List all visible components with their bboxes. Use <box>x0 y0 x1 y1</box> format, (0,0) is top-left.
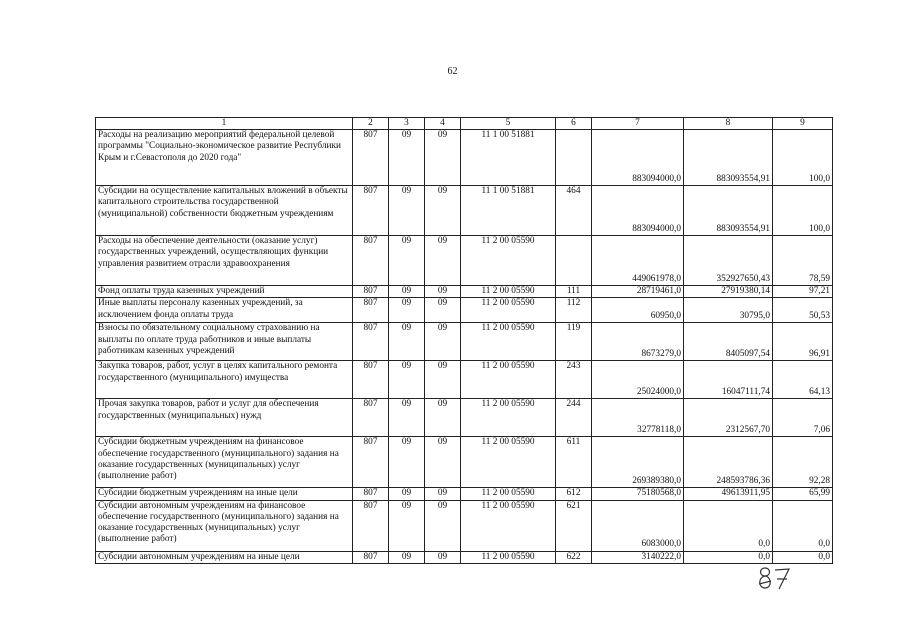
budget-table <box>95 117 833 564</box>
code-cell: 621 <box>556 500 592 551</box>
code-cell: 807 <box>353 551 389 563</box>
amount-cell: 352927650,43 <box>684 236 773 286</box>
code-cell: 807 <box>353 361 389 399</box>
code-cell: 09 <box>425 500 461 551</box>
code-cell: 09 <box>389 500 425 551</box>
code-cell: 09 <box>389 437 425 488</box>
amount-cell: 49613911,95 <box>684 488 773 500</box>
table-row <box>96 286 833 298</box>
percent-cell: 100,0 <box>773 186 833 236</box>
header-cell: 2 <box>353 118 389 130</box>
table-row <box>96 130 833 186</box>
code-cell: 243 <box>556 361 592 399</box>
amount-cell: 16047111,74 <box>684 361 773 399</box>
code-cell: 11 1 00 51881 <box>461 186 556 236</box>
code-cell: 807 <box>353 130 389 186</box>
percent-cell: 92,28 <box>773 437 833 488</box>
row-name-cell: Закупка товаров, работ, услуг в целях капитального ремонта государственного (муниципального) имущества <box>96 361 353 399</box>
code-cell: 611 <box>556 437 592 488</box>
row-name-cell: Субсидии бюджетным учреждениям на иные цели <box>96 488 353 500</box>
percent-cell: 7,06 <box>773 399 833 437</box>
row-name-cell: Субсидии автономным учреждениям на финансовое обеспечение государственного (муниципального) задания на оказание государственных (муниципальных) услуг (выполнение работ) <box>96 500 353 551</box>
table-row <box>96 323 833 361</box>
header-cell: 6 <box>556 118 592 130</box>
code-cell: 09 <box>389 130 425 186</box>
amount-cell: 32778118,0 <box>592 399 684 437</box>
code-cell: 464 <box>556 186 592 236</box>
code-cell: 09 <box>425 286 461 298</box>
code-cell: 11 2 00 05590 <box>461 323 556 361</box>
code-cell: 11 2 00 05590 <box>461 361 556 399</box>
code-cell: 09 <box>425 323 461 361</box>
handwritten-page-mark <box>757 565 797 591</box>
code-cell: 09 <box>425 186 461 236</box>
code-cell: 09 <box>389 236 425 286</box>
code-cell: 807 <box>353 298 389 323</box>
code-cell: 11 1 00 51881 <box>461 130 556 186</box>
header-cell: 5 <box>461 118 556 130</box>
code-cell: 807 <box>353 437 389 488</box>
header-cell: 1 <box>96 118 353 130</box>
code-cell: 11 2 00 05590 <box>461 298 556 323</box>
code-cell: 119 <box>556 323 592 361</box>
code-cell: 09 <box>425 437 461 488</box>
code-cell: 807 <box>353 399 389 437</box>
code-cell: 11 2 00 05590 <box>461 286 556 298</box>
amount-cell: 883093554,91 <box>684 130 773 186</box>
code-cell: 11 2 00 05590 <box>461 437 556 488</box>
amount-cell: 28719461,0 <box>592 286 684 298</box>
amount-cell: 8673279,0 <box>592 323 684 361</box>
percent-cell: 64,13 <box>773 361 833 399</box>
header-cell: 7 <box>592 118 684 130</box>
percent-cell: 50,53 <box>773 298 833 323</box>
header-cell: 8 <box>684 118 773 130</box>
table-row <box>96 236 833 286</box>
code-cell: 09 <box>389 361 425 399</box>
code-cell: 09 <box>389 323 425 361</box>
code-cell: 807 <box>353 186 389 236</box>
table-header-row <box>96 118 833 130</box>
code-cell: 622 <box>556 551 592 563</box>
code-cell: 09 <box>389 186 425 236</box>
table-row <box>96 488 833 500</box>
row-name-cell: Расходы на реализацию мероприятий федеральной целевой программы "Социально-экономическое развитие Республики Крым и г.Севастополя до 2020 года" <box>96 130 353 186</box>
percent-cell: 97,21 <box>773 286 833 298</box>
code-cell: 09 <box>425 236 461 286</box>
header-cell: 9 <box>773 118 833 130</box>
amount-cell: 883094000,0 <box>592 130 684 186</box>
row-name-cell: Прочая закупка товаров, работ и услуг для обеспечения государственных (муниципальных) нужд <box>96 399 353 437</box>
percent-cell: 78,59 <box>773 236 833 286</box>
code-cell: 111 <box>556 286 592 298</box>
code-cell: 09 <box>389 399 425 437</box>
code-cell: 11 2 00 05590 <box>461 500 556 551</box>
row-name-cell: Субсидии бюджетным учреждениям на финансовое обеспечение государственного (муниципального) задания на оказание государственных (муниципальных) услуг (выполнение работ) <box>96 437 353 488</box>
code-cell <box>556 236 592 286</box>
table-row <box>96 298 833 323</box>
code-cell: 807 <box>353 488 389 500</box>
code-cell: 807 <box>353 323 389 361</box>
row-name-cell: Субсидии на осуществление капитальных вложений в объекты капитального строительства государственной (муниципальной) собственности бюджетным учреждениям <box>96 186 353 236</box>
code-cell: 244 <box>556 399 592 437</box>
code-cell: 09 <box>425 488 461 500</box>
row-name-cell: Субсидии автономным учреждениям на иные цели <box>96 551 353 563</box>
code-cell: 11 2 00 05590 <box>461 488 556 500</box>
code-cell: 11 2 00 05590 <box>461 399 556 437</box>
amount-cell: 27919380,14 <box>684 286 773 298</box>
code-cell <box>556 130 592 186</box>
code-cell: 11 2 00 05590 <box>461 236 556 286</box>
code-cell: 807 <box>353 236 389 286</box>
amount-cell: 269389380,0 <box>592 437 684 488</box>
amount-cell: 6083000,0 <box>592 500 684 551</box>
table-row <box>96 399 833 437</box>
page-number: 62 <box>447 66 458 77</box>
amount-cell: 0,0 <box>684 500 773 551</box>
percent-cell: 0,0 <box>773 500 833 551</box>
table-row <box>96 361 833 399</box>
amount-cell: 25024000,0 <box>592 361 684 399</box>
code-cell: 09 <box>389 298 425 323</box>
amount-cell: 0,0 <box>684 551 773 563</box>
code-cell: 112 <box>556 298 592 323</box>
percent-cell: 96,91 <box>773 323 833 361</box>
code-cell: 09 <box>389 551 425 563</box>
amount-cell: 3140222,0 <box>592 551 684 563</box>
code-cell: 612 <box>556 488 592 500</box>
table-row <box>96 551 833 563</box>
table-row <box>96 186 833 236</box>
amount-cell: 30795,0 <box>684 298 773 323</box>
amount-cell: 2312567,70 <box>684 399 773 437</box>
code-cell: 09 <box>425 551 461 563</box>
header-cell: 3 <box>389 118 425 130</box>
amount-cell: 883094000,0 <box>592 186 684 236</box>
code-cell: 09 <box>425 298 461 323</box>
percent-cell: 0,0 <box>773 551 833 563</box>
code-cell: 09 <box>389 286 425 298</box>
percent-cell: 100,0 <box>773 130 833 186</box>
code-cell: 09 <box>425 361 461 399</box>
code-cell: 09 <box>425 399 461 437</box>
row-name-cell: Фонд оплаты труда казенных учреждений <box>96 286 353 298</box>
row-name-cell: Взносы по обязательному социальному страхованию на выплаты по оплате труда работников и иные выплаты работникам казенных учреждений <box>96 323 353 361</box>
code-cell: 807 <box>353 286 389 298</box>
amount-cell: 75180568,0 <box>592 488 684 500</box>
amount-cell: 60950,0 <box>592 298 684 323</box>
code-cell: 09 <box>425 130 461 186</box>
table-row <box>96 500 833 551</box>
table-row <box>96 437 833 488</box>
row-name-cell: Иные выплаты персоналу казенных учреждений, за исключением фонда оплаты труда <box>96 298 353 323</box>
code-cell: 807 <box>353 500 389 551</box>
amount-cell: 248593786,36 <box>684 437 773 488</box>
amount-cell: 8405097,54 <box>684 323 773 361</box>
amount-cell: 883093554,91 <box>684 186 773 236</box>
amount-cell: 449061978,0 <box>592 236 684 286</box>
percent-cell: 65,99 <box>773 488 833 500</box>
code-cell: 11 2 00 05590 <box>461 551 556 563</box>
row-name-cell: Расходы на обеспечение деятельности (оказание услуг) государственных учреждений, осуществляющих функции управления развитием отрасли здравоохранения <box>96 236 353 286</box>
header-cell: 4 <box>425 118 461 130</box>
code-cell: 09 <box>389 488 425 500</box>
